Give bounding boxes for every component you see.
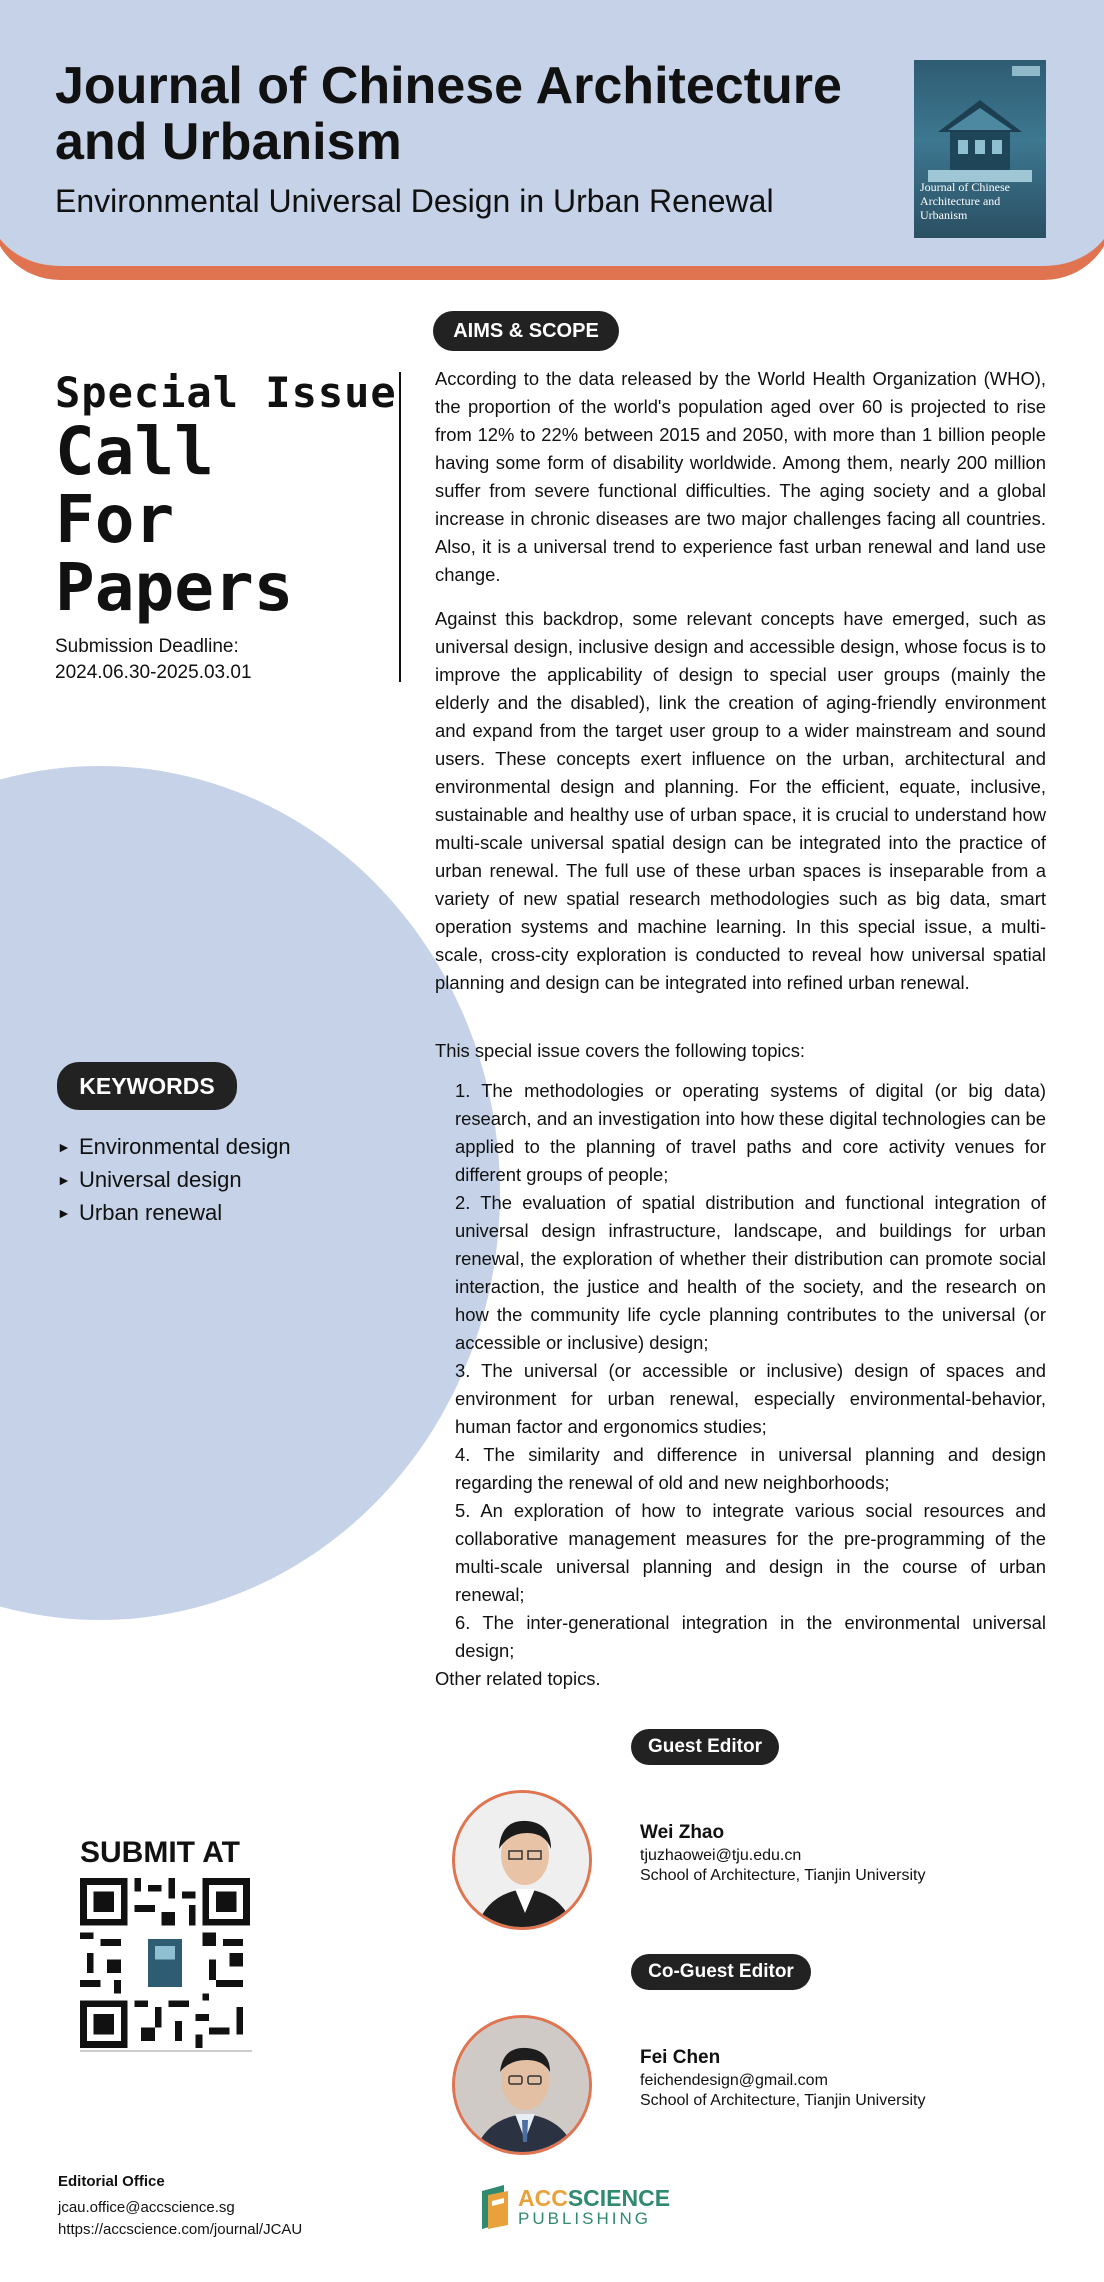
keywords-list xyxy=(57,1130,291,1229)
keyword-text: Universal design xyxy=(79,1167,242,1192)
qr-underline xyxy=(80,2050,252,2052)
co-guest-editor-affiliation: School of Architecture, Tianjin University xyxy=(640,2092,926,2109)
co-guest-editor-name: Fei Chen xyxy=(640,2047,721,2068)
office-url-link[interactable]: https://accscience.com/journal/JCAU xyxy=(58,2221,303,2238)
person-photo-icon xyxy=(455,2018,592,2155)
journal-title: Journal of Chinese Architecture and Urbanism xyxy=(55,57,842,171)
special-issue-heading: Special Issue xyxy=(55,368,397,417)
co-guest-editor-email[interactable]: feichendesign@gmail.com xyxy=(640,2072,828,2089)
triangle-bullet-icon: ► xyxy=(57,1139,71,1155)
guest-editor-avatar xyxy=(452,1790,592,1930)
keyword-text: Urban renewal xyxy=(79,1200,223,1225)
cover-title: Journal of Chinese Architecture and Urbanism xyxy=(920,180,1010,222)
guest-editor-affiliation: School of Architecture, Tianjin University xyxy=(640,1867,926,1884)
header-banner xyxy=(0,0,1104,280)
triangle-bullet-icon: ► xyxy=(57,1205,71,1221)
keyword-item xyxy=(57,1196,291,1229)
publisher-logo xyxy=(480,2185,671,2231)
topics-intro: This special issue covers the following topics: xyxy=(435,1040,806,1061)
deadline-value: 2024.06.30-2025.03.01 xyxy=(55,662,252,683)
editorial-office-title: Editorial Office xyxy=(58,2173,165,2190)
topic-item: 1. The methodologies or operating systems of digital (or big data) research, and an investigation into how these digital technologies can be applied to the planning of travel paths and core activity venues for different groups of people; xyxy=(455,1080,1046,1185)
deadline-label: Submission Deadline: xyxy=(55,636,239,657)
publisher-book-icon xyxy=(480,2185,510,2229)
cfp-line-for: For xyxy=(55,481,175,558)
call-for-papers-heading xyxy=(55,413,294,626)
publisher-name-science: SCIENCE xyxy=(567,2185,671,2211)
aims-paragraph-1: According to the data released by the World Health Organization (WHO), the proportion of the world's population aged over 60 is projected to rise from 12% to 22% between 2015 and 2050, with more than 1 billion people having some form of disability worldwide. Among them, nearly 200 million suffer from severe functional difficulties. The aging society and a global increase in chronic diseases are two major challenges facing all countries. Also, it is a universal trend to experience fast urban renewal and land use change. xyxy=(435,368,1046,585)
journal-cover-image xyxy=(914,60,1046,238)
topics-list xyxy=(455,1077,1046,1665)
publisher-tagline: PUBLISHING xyxy=(518,2209,651,2228)
publisher-name xyxy=(518,2185,670,2212)
aims-paragraph-2: Against this backdrop, some relevant concepts have emerged, such as universal design, inclusive design and accessible design, whose focus is to improve the applicability of design to special user groups (mainly the elderly and the disabled), link the creation of aging-friendly environment and expand from the target user group to a wider mainstream and sound users. These concepts exert influence on the urban, architectural and environmental design and planning. For the efficient, equate, inclusive, sustainable and healthy use of urban space, it is crucial to understand how multi-scale universal spatial design can be integrated into the practice of urban renewal. The full use of these urban spaces is inseparable from a variety of new spatial research methodologies such as big data, smart operation systems and machine learning. In this special issue, a multi-scale, cross-city exploration is conducted to reveal how universal spatial planning and design can be integrated into refined urban renewal. xyxy=(435,608,1046,993)
keyword-item xyxy=(57,1130,291,1163)
submit-at-label: SUBMIT AT xyxy=(80,1836,240,1869)
topic-item: 6. The inter-generational integration in the environmental universal design; xyxy=(455,1612,1046,1661)
topic-item: 2. The evaluation of spatial distribution and functional integration of universal design infrastructure, landscape, and buildings for urban renewal, the exploration of whether their distribution can promote social interaction, the justice and health of the society, and the research on how the community life cycle planning contributes to the universal (or accessible or inclusive) design; xyxy=(455,1192,1046,1353)
publisher-name-acc: ACC xyxy=(518,2185,568,2211)
office-email-link[interactable]: jcau.office@accscience.sg xyxy=(58,2199,235,2216)
aims-scope-badge: AIMS & SCOPE xyxy=(433,311,619,351)
divider-line xyxy=(399,372,401,682)
keyword-text: Environmental design xyxy=(79,1134,291,1159)
issue-theme: Environmental Universal Design in Urban Renewal xyxy=(55,183,774,219)
topic-item: 4. The similarity and difference in universal planning and design regarding the renewal of old and new neighborhoods; xyxy=(455,1444,1046,1493)
topic-item: 5. An exploration of how to integrate various social resources and collaborative management measures for the pre-programming of the multi-scale universal planning and design in the course of urban renewal; xyxy=(455,1500,1046,1605)
person-photo-icon xyxy=(455,1793,592,1930)
cover-building-illustration xyxy=(928,92,1032,182)
topic-item: 3. The universal (or accessible or inclusive) design of spaces and environment for urban renewal, especially environmental-behavior, human factor and ergonomics studies; xyxy=(455,1360,1046,1437)
triangle-bullet-icon: ► xyxy=(57,1172,71,1188)
guest-editor-badge: Guest Editor xyxy=(631,1729,779,1765)
co-guest-editor-badge: Co-Guest Editor xyxy=(631,1954,811,1990)
guest-editor-name: Wei Zhao xyxy=(640,1822,725,1843)
keywords-badge: KEYWORDS xyxy=(57,1062,237,1110)
keyword-item xyxy=(57,1163,291,1196)
guest-editor-email[interactable]: tjuzhaowei@tju.edu.cn xyxy=(640,1847,802,1864)
cover-logo xyxy=(1012,66,1040,76)
qr-code-image[interactable] xyxy=(80,1878,250,2048)
cfp-line-call: Call xyxy=(55,413,214,490)
other-topics: Other related topics. xyxy=(435,1668,601,1689)
co-guest-editor-avatar xyxy=(452,2015,592,2155)
cfp-line-papers: Papers xyxy=(55,549,294,626)
